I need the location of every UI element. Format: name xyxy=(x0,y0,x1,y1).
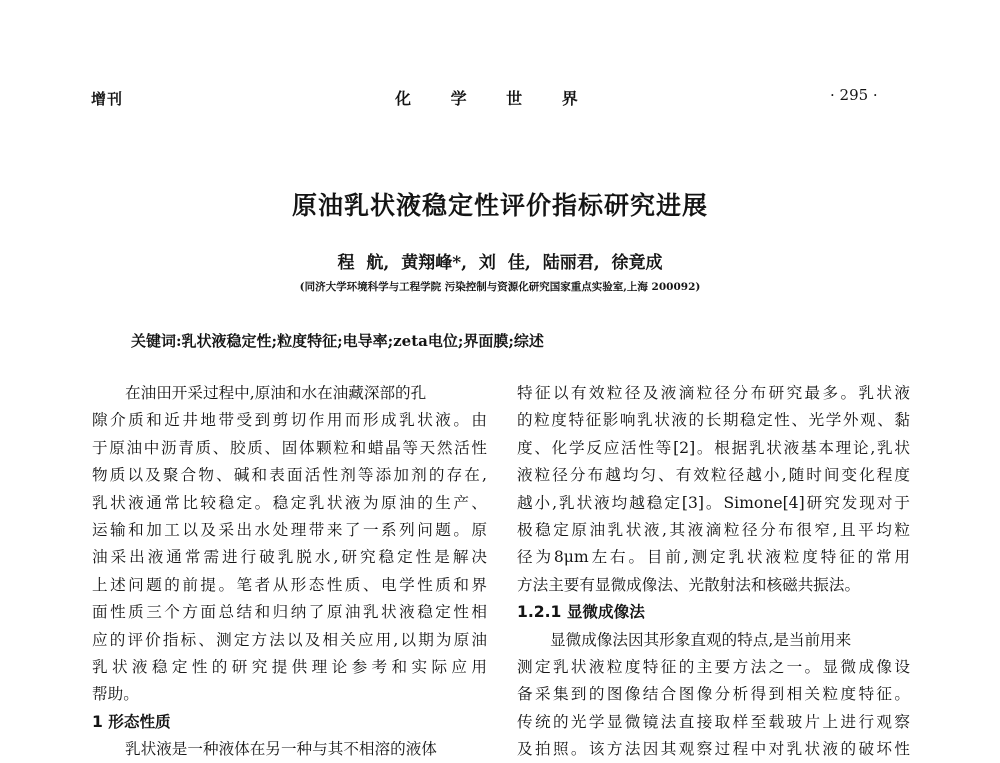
text-line: 上述问题的前提。笔者从形态性质、电学性质和界 xyxy=(92,575,487,594)
section-heading: 1 形态性质 xyxy=(92,712,171,731)
text-line: 于原油中沥青质、胶质、固体颗粒和蜡晶等天然活性 xyxy=(92,438,487,457)
author-list: 程 航, 黄翔峰*, 刘 佳, 陆丽君, 徐竟成 xyxy=(337,253,663,273)
text-line: 油采出液通常需进行破乳脱水,研究稳定性是解决 xyxy=(92,548,487,567)
text-line: 面性质三个方面总结和归纳了原油乳状液稳定性相 xyxy=(92,603,487,622)
text-line: 特征以有效粒径及液滴粒径分布研究最多。乳状液 xyxy=(517,384,910,402)
text-line: 物质以及聚合物、碱和表面活性剂等添加剂的存在, xyxy=(92,466,487,485)
article-title: 原油乳状液稳定性评价指标研究进展 xyxy=(291,191,708,220)
text-line: 备采集到的图像结合图像分析得到相关粒度特征。 xyxy=(517,685,910,704)
text-line: 方法主要有显微成像法、光散射法和核磁共振法。 xyxy=(517,575,861,594)
page-number: · 295 · xyxy=(830,86,878,104)
text-line: 越小,乳状液均越稳定[3]。Simone[4]研究发现对于 xyxy=(517,493,910,512)
text-line: 乳状液稳定性的研究提供理论参考和实际应用 xyxy=(92,657,487,676)
author-affiliation: (同济大学环境科学与工程学院 污染控制与资源化研究国家重点实验室,上海 200092) xyxy=(299,281,701,293)
text-line: 乳状液通常比较稳定。稳定乳状液为原油的生产、 xyxy=(92,493,487,512)
running-header-issue: 增刊 xyxy=(91,90,124,108)
text-line: 测定乳状液粒度特征的主要方法之一。显微成像设 xyxy=(517,657,910,676)
text-line: 显微成像法因其形象直观的特点,是当前用来 xyxy=(550,630,852,649)
text-line: 隙介质和近井地带受到剪切作用而形成乳状液。由 xyxy=(92,411,487,430)
body-column-right xyxy=(517,380,910,763)
text-line: 的粒度特征影响乳状液的长期稳定性、光学外观、黏 xyxy=(517,411,910,430)
subsection-heading: 1.2.1 显微成像法 xyxy=(517,603,645,622)
text-line: 极稳定原油乳状液,其液滴粒径分布很窄,且平均粒 xyxy=(517,520,910,539)
text-line: 运输和加工以及采出水处理带来了一系列问题。原 xyxy=(92,520,487,539)
text-line: 液粒径分布越均匀、有效粒径越小,随时间变化程度 xyxy=(517,466,910,485)
keywords: 关键词:乳状液稳定性;粒度特征;电导率;zeta电位;界面膜;综述 xyxy=(131,332,544,350)
text-line: 在油田开采过程中,原油和水在油藏深部的孔 xyxy=(125,384,427,402)
text-line: 应的评价指标、测定方法以及相关应用,以期为原油 xyxy=(92,630,487,649)
text-line: 及拍照。该方法因其观察过程中对乳状液的破坏性 xyxy=(517,740,910,759)
text-line: 帮助。 xyxy=(92,685,139,704)
body-column-left xyxy=(92,380,487,763)
text-line: 径为8μm左右。目前,测定乳状液粒度特征的常用 xyxy=(517,548,910,567)
journal-name: 化 学 世 界 xyxy=(395,89,590,108)
text-line: 度、化学反应活性等[2]。根据乳状液基本理论,乳状 xyxy=(517,438,910,457)
text-line: 传统的光学显微镜法直接取样至载玻片上进行观察 xyxy=(517,712,910,731)
text-line: 乳状液是一种液体在另一种与其不相溶的液体 xyxy=(125,740,437,759)
